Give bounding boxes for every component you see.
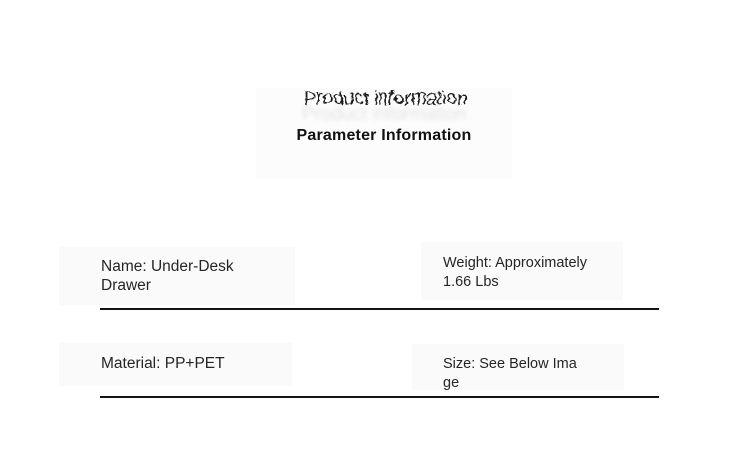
watermark-text: Product information <box>301 87 467 108</box>
param-cell-name: Name: Under-Desk Drawer <box>101 258 234 294</box>
row-divider-1 <box>100 308 659 310</box>
watermark-title <box>253 72 515 128</box>
param-cell-material: Material: PP+PET <box>101 355 225 372</box>
watermark-ghost-text: Product information <box>301 104 467 125</box>
param-cell-weight: Weight: Approximately 1.66 Lbs <box>443 255 587 290</box>
header-panel <box>256 88 512 179</box>
section-title: Parameter Information <box>296 127 472 144</box>
param-cell-size: Size: See Below Image <box>443 356 577 391</box>
row-divider-2 <box>100 396 659 398</box>
